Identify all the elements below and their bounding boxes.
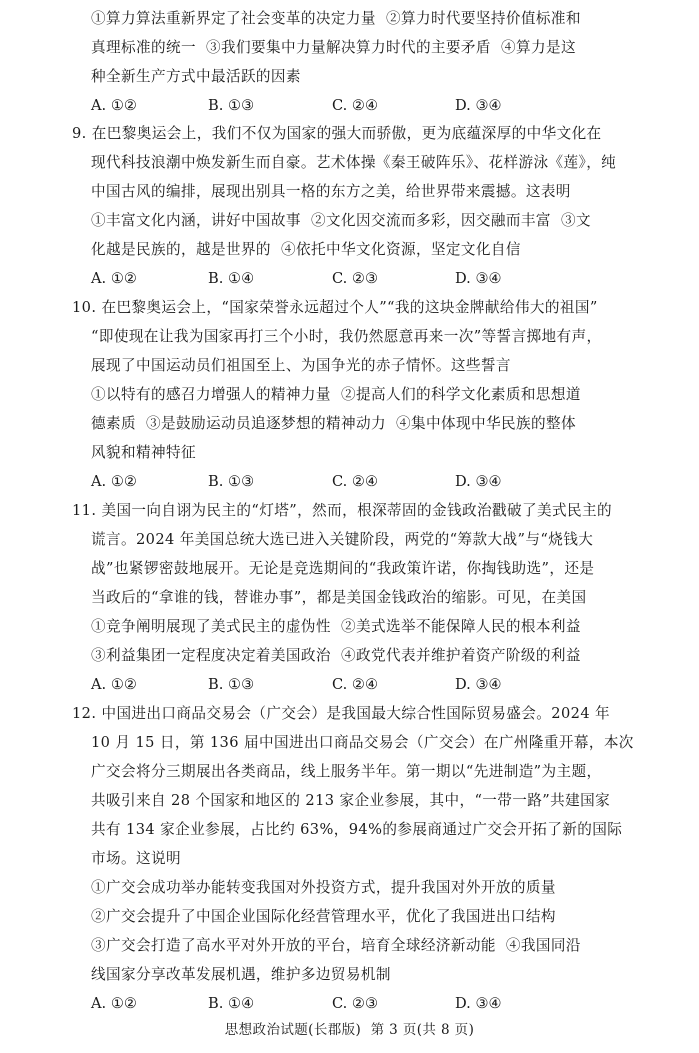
q9-option-a: A. ①② bbox=[91, 270, 137, 287]
q8-option-b: B. ①③ bbox=[208, 97, 255, 114]
q10-stem-line: 展现了中国运动员们祖国至上、为国争光的赤子情怀。这些誓言 bbox=[91, 357, 511, 374]
q11-option-c: C. ②④ bbox=[332, 676, 379, 693]
q10-stem-line: 10. 在巴黎奥运会上，“国家荣誉永远超过个人”“我的这块金牌献给伟大的祖国” bbox=[72, 299, 598, 316]
q12-option-d: D. ③④ bbox=[455, 995, 502, 1012]
q11-option-a: A. ①② bbox=[91, 676, 137, 693]
q11-stem-line: 谎言。2024 年美国总统大选已进入关键阶段，两党的“筹款大战”与“烧钱大 bbox=[91, 531, 594, 548]
q8-statement-line: 种全新生产方式中最活跃的因素 bbox=[91, 68, 301, 85]
q11-stem-line: 当政后的“拿谁的钱，替谁办事”，都是美国金钱政治的缩影。可见，在美国 bbox=[91, 589, 587, 606]
q11-option-b: B. ①③ bbox=[208, 676, 255, 693]
q11-option-d: D. ③④ bbox=[455, 676, 502, 693]
q8-statement-line: 真理标准的统一 ③我们要集中力量解决算力时代的主要矛盾 ④算力是这 bbox=[91, 39, 576, 56]
q9-option-d: D. ③④ bbox=[455, 270, 502, 287]
q8-option-a: A. ①② bbox=[91, 97, 137, 114]
q12-statement-line: ③广交会打造了高水平对外开放的平台，培育全球经济新动能 ④我国同沿 bbox=[91, 937, 581, 954]
q12-option-a: A. ①② bbox=[91, 995, 137, 1012]
q8-option-d: D. ③④ bbox=[455, 97, 502, 114]
q10-statement-line: 德素质 ③是鼓励运动员追逐梦想的精神动力 ④集中体现中华民族的整体 bbox=[91, 415, 576, 432]
q10-option-d: D. ③④ bbox=[455, 473, 502, 490]
q9-statement-line: ①丰富文化内涵，讲好中国故事 ②文化因交流而多彩，因交融而丰富 ③文 bbox=[91, 212, 591, 229]
q10-option-a: A. ①② bbox=[91, 473, 137, 490]
q12-option-c: C. ②③ bbox=[332, 995, 379, 1012]
q8-option-c: C. ②④ bbox=[332, 97, 379, 114]
q11-stem-line: 战”也紧锣密鼓地展开。无论是竞选期间的“我政策许诺，你掏钱助选”，还是 bbox=[91, 560, 595, 577]
q8-statement-line: ①算力算法重新界定了社会变革的决定力量 ②算力时代要坚持价值标准和 bbox=[91, 10, 581, 27]
q12-option-b: B. ①④ bbox=[208, 995, 255, 1012]
q12-stem-line: 10 月 15 日，第 136 届中国进出口商品交易会（广交会）在广州隆重开幕，本次 bbox=[91, 734, 634, 751]
q11-statement-line: ③利益集团一定程度决定着美国政治 ④政党代表并维护着资产阶级的利益 bbox=[91, 647, 581, 664]
q12-statement-line: ②广交会提升了中国企业国际化经营管理水平，优化了我国进出口结构 bbox=[91, 908, 556, 925]
q12-stem-line: 共有 134 家企业参展，占比约 63%，94%的参展商通过广交会开拓了新的国际 bbox=[91, 821, 623, 838]
q9-statement-line: 化越是民族的，越是世界的 ④依托中华文化资源，坚定文化自信 bbox=[91, 241, 521, 258]
q12-stem-line: 共吸引来自 28 个国家和地区的 213 家企业参展，其中，“一带一路”共建国家 bbox=[91, 792, 611, 809]
q11-stem-line: 11. 美国一向自诩为民主的“灯塔”，然而，根深蒂固的金钱政治戳破了美式民主的 bbox=[72, 502, 612, 519]
q12-statement-line: 线国家分享改革发展机遇，维护多边贸易机制 bbox=[91, 966, 391, 983]
q11-statement-line: ①竞争阐明展现了美式民主的虚伪性 ②美式选举不能保障人民的根本利益 bbox=[91, 618, 581, 635]
q12-stem-line: 12. 中国进出口商品交易会（广交会）是我国最大综合性国际贸易盛会。2024 年 bbox=[72, 705, 611, 722]
q9-stem-line: 现代科技浪潮中焕发新生而自豪。艺术体操《秦王破阵乐》、花样游泳《莲》，纯 bbox=[91, 154, 617, 171]
page-footer: 思想政治试题(长郡版) 第 3 页(共 8 页) bbox=[224, 1022, 475, 1038]
q12-stem-line: 市场。这说明 bbox=[91, 850, 181, 867]
q10-option-c: C. ②④ bbox=[332, 473, 379, 490]
q9-option-c: C. ②③ bbox=[332, 270, 379, 287]
q10-statement-line: 风貌和精神特征 bbox=[91, 444, 196, 461]
q10-option-b: B. ①③ bbox=[208, 473, 255, 490]
q9-stem-line: 中国古风的编排，展现出别具一格的东方之美，给世界带来震撼。这表明 bbox=[91, 183, 571, 200]
q12-stem-line: 广交会将分三期展出各类商品，线上服务半年。第一期以“先进制造”为主题， bbox=[91, 763, 602, 780]
q10-stem-line: “即使现在让我为国家再打三个小时，我仍然愿意再来一次”等誓言掷地有声， bbox=[91, 328, 602, 345]
q9-stem-line: 9. 在巴黎奥运会上，我们不仅为国家的强大而骄傲，更为底蕴深厚的中华文化在 bbox=[72, 125, 602, 142]
q9-option-b: B. ①④ bbox=[208, 270, 255, 287]
q10-statement-line: ①以特有的感召力增强人的精神力量 ②提高人们的科学文化素质和思想道 bbox=[91, 386, 581, 403]
q12-statement-line: ①广交会成功举办能转变我国对外投资方式，提升我国对外开放的质量 bbox=[91, 879, 556, 896]
